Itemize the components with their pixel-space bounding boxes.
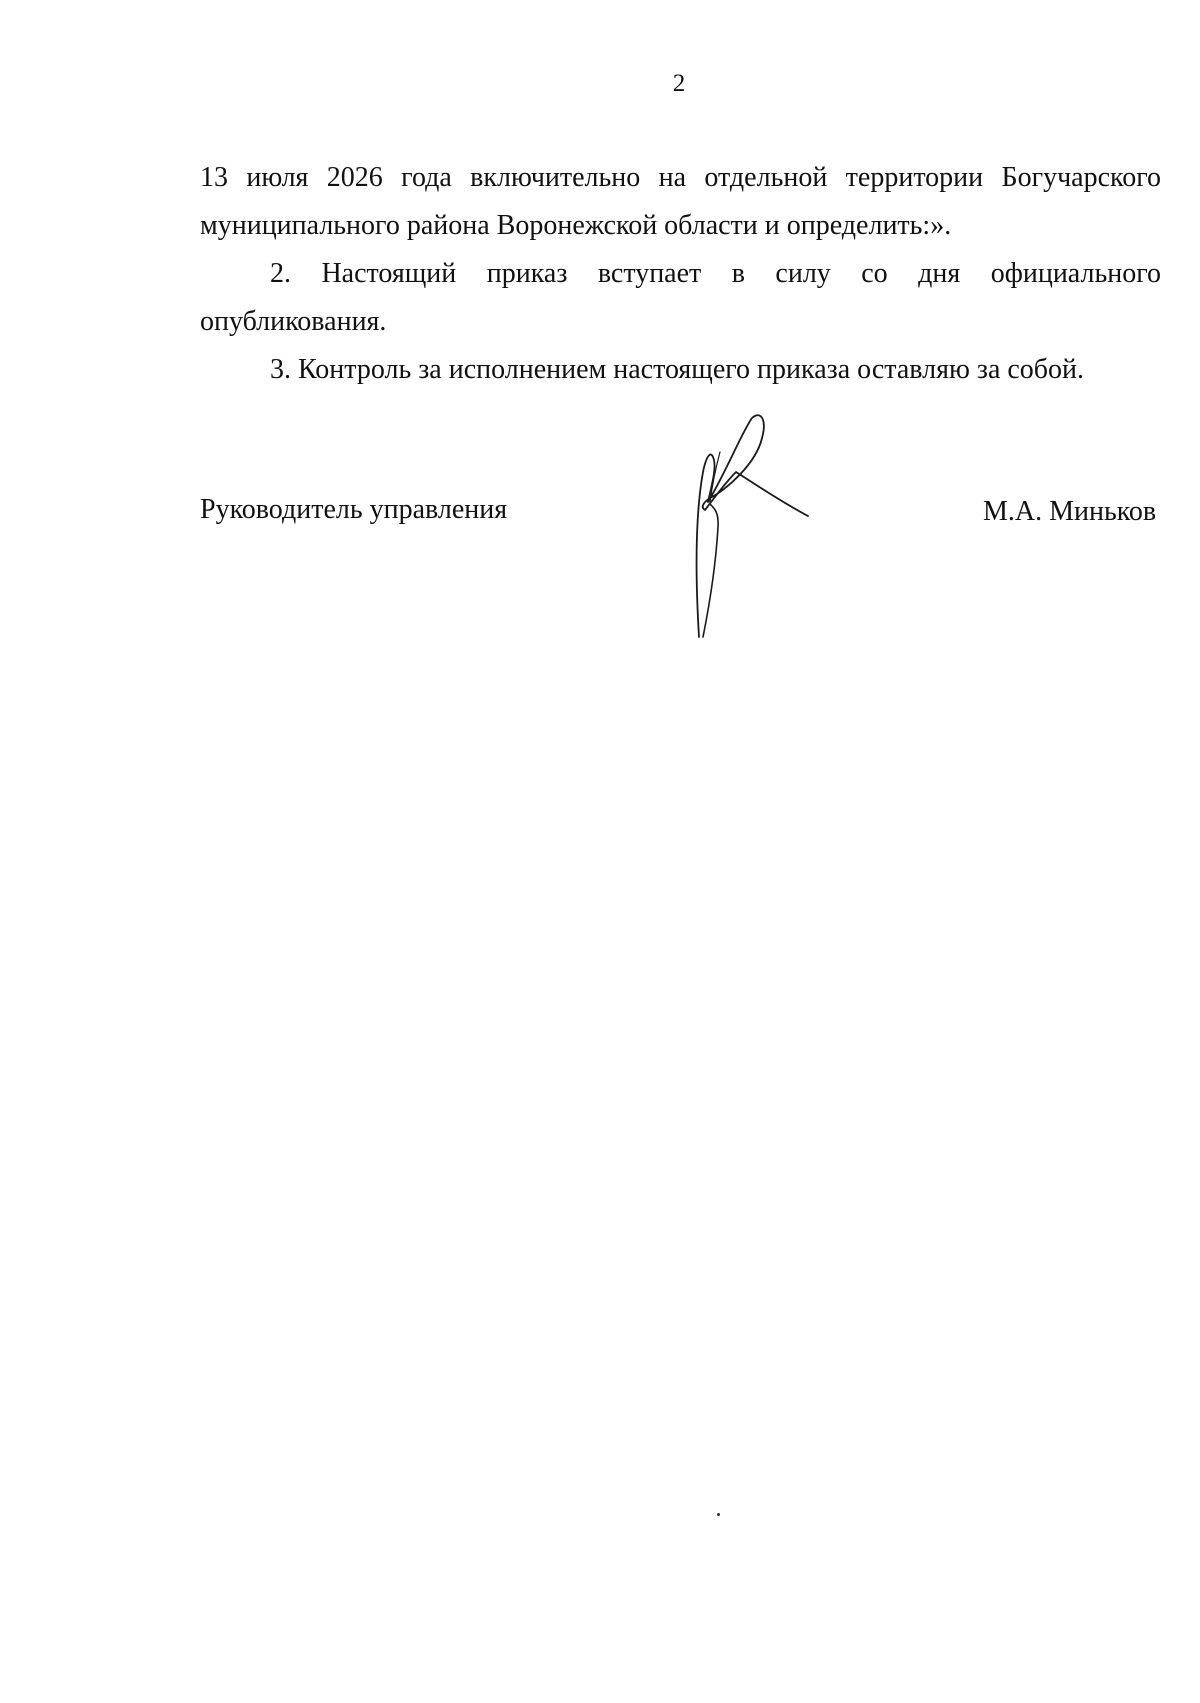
scan-speck (717, 1513, 720, 1516)
paragraph-continuation: 13 июля 2026 года включительно на отдельной территории Богучарского муниципального района Воронежской области и определить:». (200, 162, 1161, 241)
handwritten-signature-icon (680, 412, 820, 642)
document-body (200, 154, 1161, 394)
signer-name: М.А. Миньков (983, 496, 1157, 527)
paragraph-item-2: 2. Настоящий приказ вступает в силу со дня официального опубликования. (200, 258, 1161, 337)
signer-position-title: Руководитель управления (200, 494, 508, 525)
paragraph-item-3: 3. Контроль за исполнением настоящего приказа оставляю за собой. (270, 354, 1085, 385)
page-number: 2 (672, 70, 686, 97)
